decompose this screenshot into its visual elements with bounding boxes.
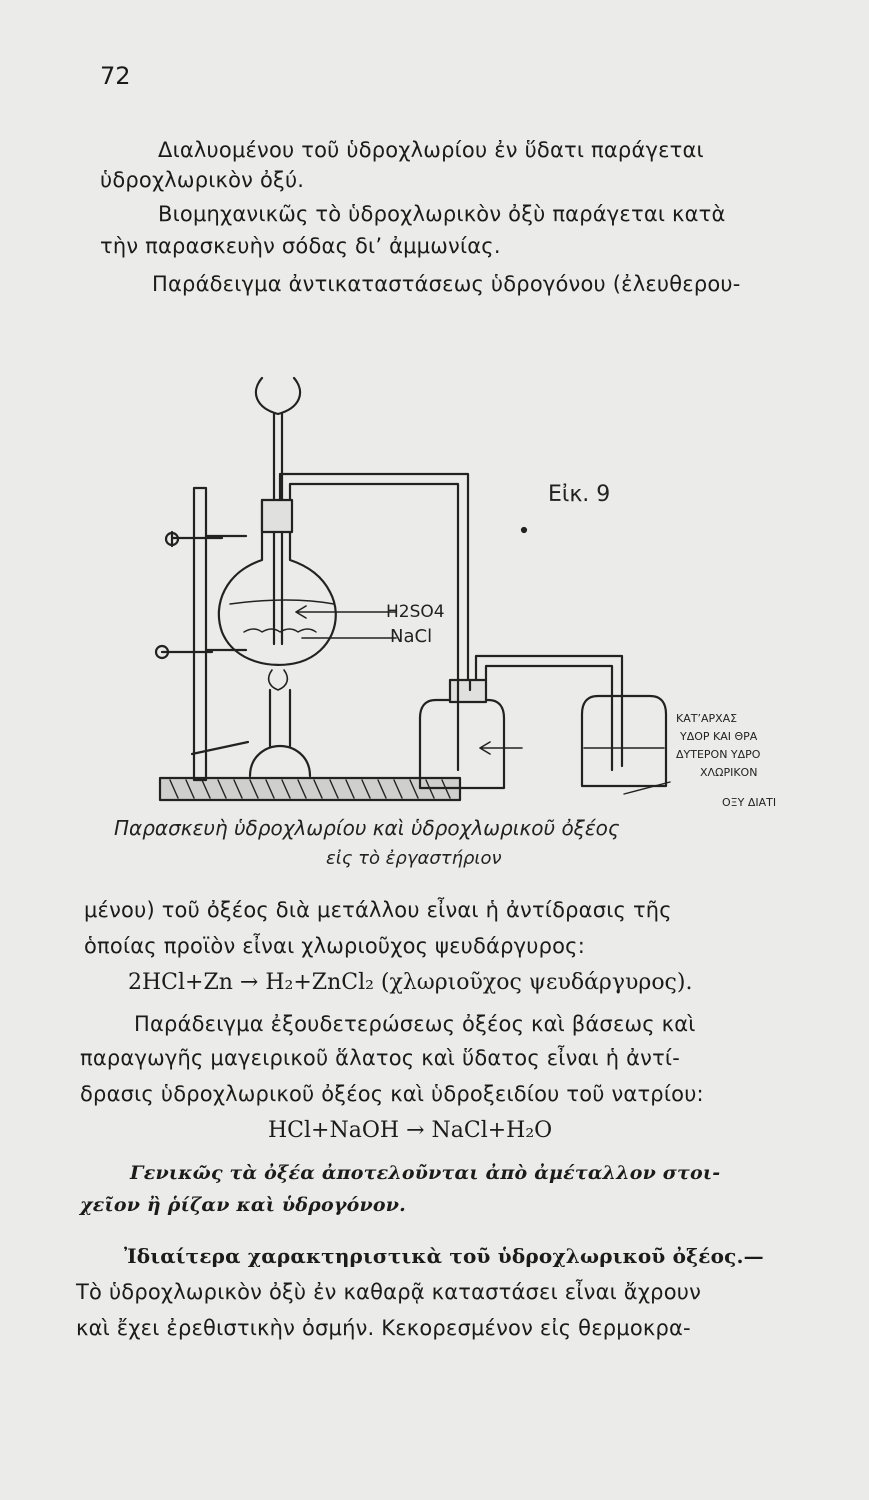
figure-caption: Παρασκευὴ ὑδροχλωρίου καὶ ὑδροχλωρικοῦ ὀξέος [114, 816, 620, 840]
arrow-h2so4 [296, 606, 396, 618]
figure-label: Εἰκ. 9 [548, 482, 611, 507]
gas-hose [192, 742, 248, 754]
note-line: ΔΥΤΕΡΟΝ ΥΔΡΟ [676, 748, 761, 761]
note-line: ΥΔΟΡ ΚΑΙ ΘΡΑ [680, 730, 758, 743]
note-line: ΚΑΤ’ΑΡΧΑΣ [676, 712, 738, 725]
bottle-stopper [450, 680, 486, 702]
text-line: παραγωγῆς μαγειρικοῦ ἅλατος καὶ ὕδατος εἶναι ἡ ἀντί- [80, 1046, 681, 1070]
text-line: Τὸ ὑδροχλωρικὸν ὀξὺ ἐν καθαρᾷ καταστάσει εἶναι ἄχρουν [76, 1280, 702, 1304]
label-nacl: NaCl [390, 626, 433, 647]
text-line: τὴν παρασκευὴν σόδας δι’ ἀμμωνίας. [100, 234, 501, 258]
text-line: ὁποίας προϊὸν εἶναι χλωριοῦχος ψευδάργυρος: [84, 934, 585, 958]
section-heading: Ἰδιαίτερα χαρακτηριστικὰ τοῦ ὑδροχλωρικοῦ ὀξέος.— [124, 1244, 764, 1268]
text-line: μένου) τοῦ ὀξέος διὰ μετάλλου εἶναι ἡ ἀντίδρασις τῆς [84, 898, 672, 922]
wash-bottle [420, 700, 504, 788]
stand-base [160, 778, 460, 800]
stand-rod [194, 488, 206, 780]
flame [269, 670, 288, 690]
page-number: 72 [100, 62, 131, 90]
arrow-bottle [480, 742, 522, 754]
note-line: ΧΛΩΡΙΚΟΝ [700, 766, 758, 779]
thistle-funnel [256, 378, 300, 414]
absorption-bottle [582, 696, 666, 786]
upper-clamp [172, 532, 246, 546]
arrow-note [624, 782, 670, 794]
equation-neutralization: HCl+NaOH → NaCl+H₂O [268, 1118, 553, 1143]
text-line: Παράδειγμα ἐξουδετερώσεως ὀξέος καὶ βάσεως καὶ [134, 1012, 696, 1036]
label-h2so4: H2SO4 [386, 602, 445, 622]
general-rule: Γενικῶς τὰ ὀξέα ἀποτελοῦνται ἀπὸ ἀμέταλλον στοι- [130, 1162, 721, 1184]
equation-zinc: 2HCl+Zn → H₂+ZnCl₂ (χλωριοῦχος ψευδάργυρος). [128, 970, 693, 995]
text-line: δρασις ὑδροχλωρικοῦ ὀξέος καὶ ὑδροξειδίου τοῦ νατρίου: [80, 1082, 704, 1106]
figure-caption-2: εἰς τὸ ἐργαστήριον [326, 848, 502, 869]
text-line: Βιομηχανικῶς τὸ ὑδροχλωρικὸν ὀξὺ παράγεται κατὰ [158, 202, 726, 226]
burner [250, 690, 310, 776]
text-line: Διαλυομένου τοῦ ὑδροχλωρίου ἐν ὕδατι παράγεται [158, 138, 704, 162]
general-rule: χεῖον ἢ ῥίζαν καὶ ὑδρογόνον. [80, 1194, 406, 1216]
dot [522, 528, 526, 532]
text-line: Παράδειγμα ἀντικαταστάσεως ὑδρογόνου (ἐλευθερου- [152, 272, 741, 296]
text-line: ὑδροχλωρικὸν ὀξύ. [100, 168, 305, 192]
salt-layer [244, 629, 316, 632]
second-tube [458, 656, 622, 770]
flask-stopper [262, 500, 292, 532]
note-line: ΟΞΥ ΔΙΑΤΙ [722, 796, 777, 809]
text-line: καὶ ἔχει ἐρεθιστικὴν ὀσμήν. Κεκορεσμένον εἰς θερμοκρα- [76, 1316, 691, 1340]
